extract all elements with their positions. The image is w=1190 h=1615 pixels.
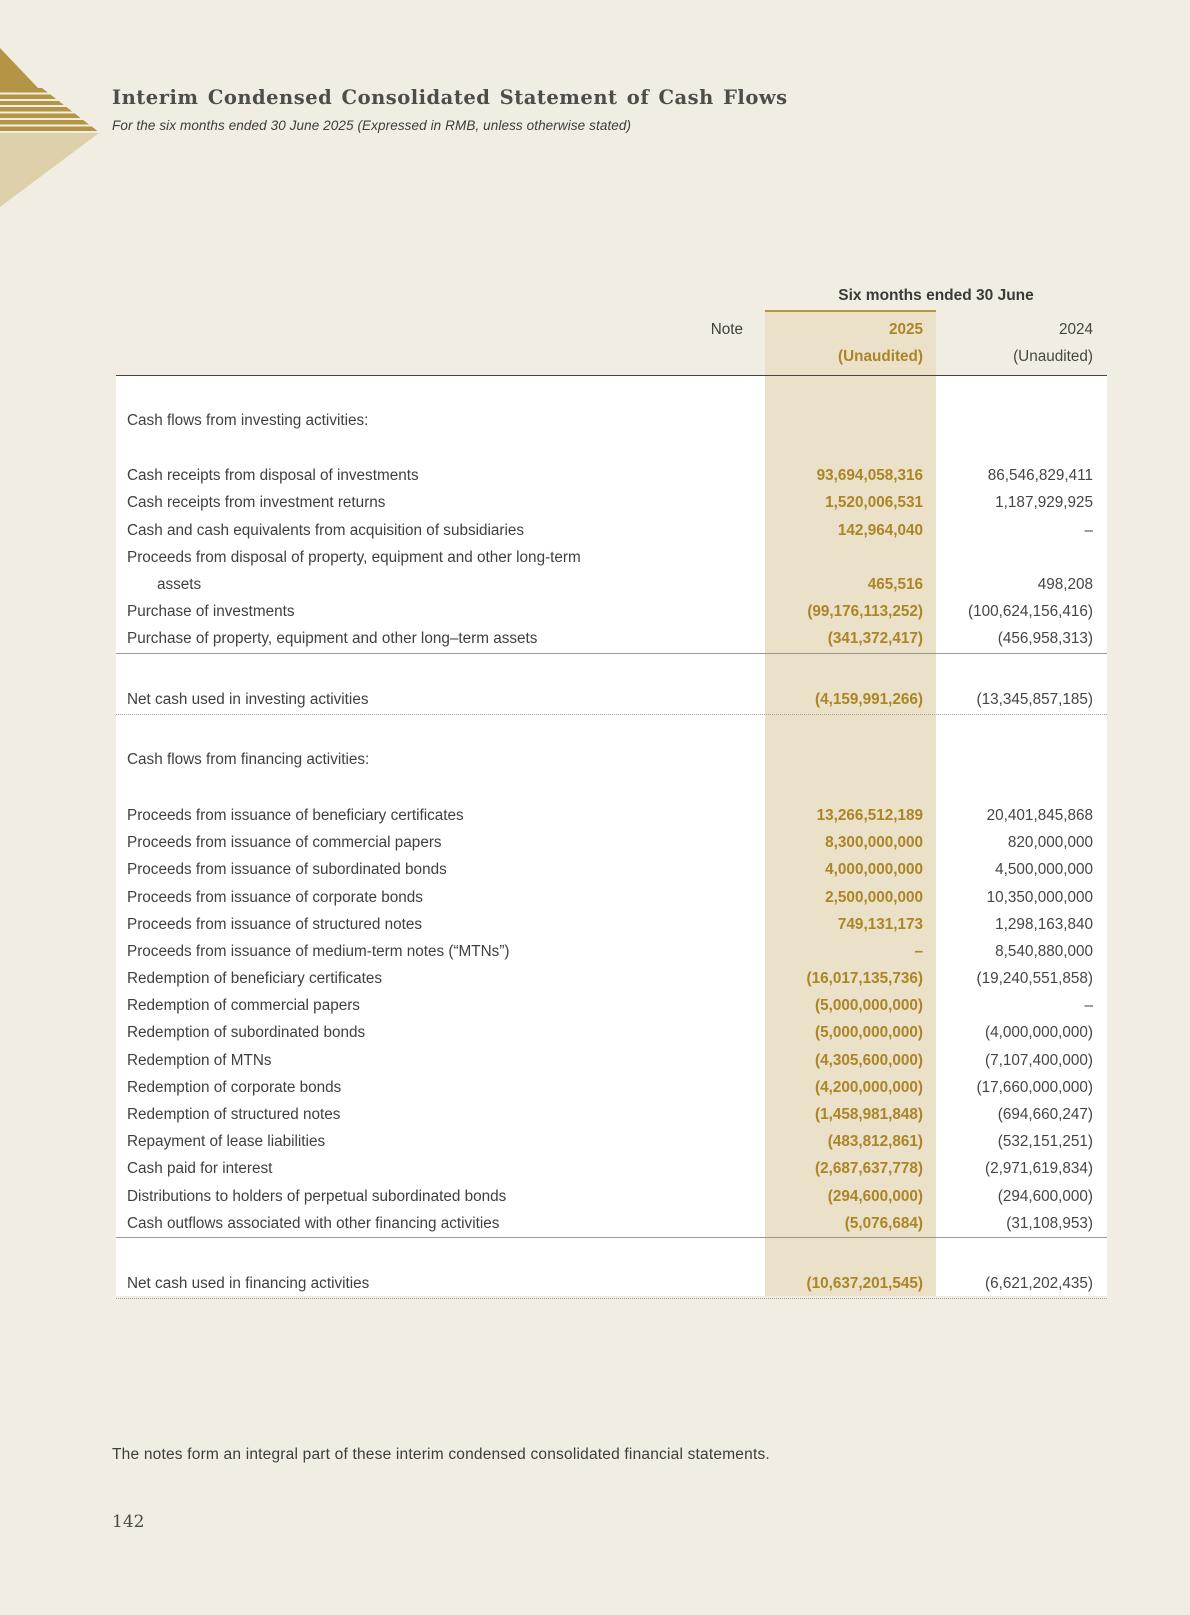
table-row xyxy=(116,544,1107,571)
table-body xyxy=(116,375,1107,1299)
row-value-2024: (532,151,251) xyxy=(997,1133,1093,1151)
row-value-2025: 93,694,058,316 xyxy=(816,467,923,485)
row-value-2024: (7,107,400,000) xyxy=(984,1051,1093,1069)
table-row xyxy=(116,884,1107,911)
row-value-2025: (341,372,417) xyxy=(827,630,923,648)
row-value-2025: 1,520,006,531 xyxy=(825,494,923,512)
table-row xyxy=(116,517,1107,544)
table-row xyxy=(116,571,1107,598)
column-subheader-2025-unaudited: (Unaudited) xyxy=(838,348,923,365)
row-value-2024: (4,000,000,000) xyxy=(984,1024,1093,1042)
row-label: Purchase of property, equipment and other long–term assets xyxy=(127,630,538,648)
row-label: Net cash used in financing activities xyxy=(127,1275,370,1293)
row-value-2025: (5,000,000,000) xyxy=(814,1024,923,1042)
row-label: Proceeds from issuance of commercial papers xyxy=(127,834,442,852)
row-value-2024: (2,971,619,834) xyxy=(984,1160,1093,1178)
table-row xyxy=(116,857,1107,884)
row-value-2025: (483,812,861) xyxy=(827,1133,923,1151)
table-row xyxy=(116,463,1107,490)
row-value-2025: (4,305,600,000) xyxy=(814,1051,923,1069)
row-label: Cash paid for interest xyxy=(127,1160,273,1178)
table-row xyxy=(116,1074,1107,1101)
row-value-2025: 142,964,040 xyxy=(837,521,923,539)
table-row xyxy=(116,993,1107,1020)
row-label: Redemption of structured notes xyxy=(127,1106,341,1124)
row-value-2024: (31,108,953) xyxy=(1006,1214,1093,1232)
row-value-2024: 1,187,929,925 xyxy=(995,494,1093,512)
row-value-2024: 820,000,000 xyxy=(1007,834,1093,852)
row-value-2024: (6,621,202,435) xyxy=(984,1275,1093,1293)
row-label: Proceeds from issuance of medium-term notes (“MTNs”) xyxy=(127,942,510,960)
row-value-2024: 4,500,000,000 xyxy=(995,861,1093,879)
column-header-2025: 2025 xyxy=(888,321,923,338)
page-title: Interim Condensed Consolidated Statement of Cash Flows xyxy=(112,86,788,109)
row-label: Net cash used in investing activities xyxy=(127,691,369,709)
table-row xyxy=(116,1183,1107,1210)
row-value-2025: (294,600,000) xyxy=(827,1187,923,1205)
page-number: 142 xyxy=(112,1512,145,1532)
row-label: Cash receipts from investment returns xyxy=(127,494,386,512)
column-header-2024: 2024 xyxy=(1058,321,1093,338)
row-value-2024: (694,660,247) xyxy=(997,1106,1093,1124)
corner-decoration xyxy=(0,0,110,215)
footnote: The notes form an integral part of these interim condensed consolidated financial statements. xyxy=(112,1446,770,1463)
row-value-2024: – xyxy=(1084,997,1093,1015)
corner-triangle-light-icon xyxy=(0,133,99,207)
row-value-2024: 498,208 xyxy=(1037,576,1093,594)
table-row xyxy=(116,1156,1107,1183)
corner-triangle-stripes-icon xyxy=(0,88,100,133)
row-value-2025: (99,176,113,252) xyxy=(807,603,923,621)
row-label: Proceeds from issuance of beneficiary certificates xyxy=(127,806,464,824)
table-group-header: Six months ended 30 June xyxy=(838,287,1034,304)
table-row xyxy=(116,1210,1107,1237)
row-value-2025: (1,458,981,848) xyxy=(814,1106,923,1124)
row-value-2025: 4,000,000,000 xyxy=(825,861,923,879)
row-label: Purchase of investments xyxy=(127,603,295,621)
row-label: Proceeds from disposal of property, equipment and other long-term xyxy=(127,548,581,566)
row-value-2024: 1,298,163,840 xyxy=(995,915,1093,933)
row-value-2024: (100,624,156,416) xyxy=(967,603,1093,621)
row-label: Redemption of subordinated bonds xyxy=(127,1024,366,1042)
row-value-2025: 2,500,000,000 xyxy=(825,888,923,906)
table-row xyxy=(116,599,1107,626)
row-value-2025: – xyxy=(914,942,923,960)
row-value-2024: (19,240,551,858) xyxy=(976,970,1093,988)
row-value-2025: (16,017,135,736) xyxy=(806,970,923,988)
table-header-row xyxy=(116,319,1107,341)
row-value-2025: (2,687,637,778) xyxy=(814,1160,923,1178)
table-row xyxy=(116,802,1107,829)
row-value-2024: (17,660,000,000) xyxy=(976,1078,1093,1096)
group-header-underline xyxy=(765,310,936,312)
page-subtitle: For the six months ended 30 June 2025 (Expressed in RMB, unless otherwise stated) xyxy=(112,118,632,133)
row-label: Distributions to holders of perpetual subordinated bonds xyxy=(127,1187,507,1205)
table-row xyxy=(116,747,1107,774)
row-value-2025: (10,637,201,545) xyxy=(806,1275,923,1293)
row-label: Cash flows from investing activities: xyxy=(127,411,369,429)
table-row xyxy=(116,911,1107,938)
row-value-2024: 20,401,845,868 xyxy=(986,806,1093,824)
section-divider-rule xyxy=(116,1237,1107,1238)
row-label: Redemption of corporate bonds xyxy=(127,1078,342,1096)
table-row xyxy=(116,1047,1107,1074)
row-label: Redemption of MTNs xyxy=(127,1051,272,1069)
table-row xyxy=(116,1020,1107,1047)
row-value-2024: (13,345,857,185) xyxy=(976,691,1093,709)
table-row xyxy=(116,626,1107,653)
table-row xyxy=(116,407,1107,434)
row-value-2025: (5,000,000,000) xyxy=(814,997,923,1015)
row-label: Cash outflows associated with other financing activities xyxy=(127,1214,500,1232)
page-header xyxy=(112,86,1072,133)
row-value-2024: – xyxy=(1084,521,1093,539)
header-spacer xyxy=(116,319,707,341)
row-label: Cash flows from financing activities: xyxy=(127,751,370,769)
table-row xyxy=(116,1271,1107,1299)
row-label: Cash receipts from disposal of investments xyxy=(127,467,419,485)
row-value-2024: 10,350,000,000 xyxy=(986,888,1093,906)
row-label: Proceeds from issuance of corporate bonds xyxy=(127,888,423,906)
table-row xyxy=(116,966,1107,993)
table-row xyxy=(116,830,1107,857)
row-value-2025: 13,266,512,189 xyxy=(816,806,923,824)
row-value-2024: 8,540,880,000 xyxy=(995,942,1093,960)
table-row xyxy=(116,490,1107,517)
row-value-2024: (294,600,000) xyxy=(997,1187,1093,1205)
table-row xyxy=(116,1101,1107,1128)
row-value-2025: 749,131,173 xyxy=(837,915,923,933)
header-spacer xyxy=(116,346,707,368)
row-label: Proceeds from issuance of structured notes xyxy=(127,915,423,933)
table-row xyxy=(116,938,1107,965)
table-subheader-row xyxy=(116,346,1107,368)
row-value-2025: 465,516 xyxy=(867,576,923,594)
table-row xyxy=(116,1129,1107,1156)
row-label: Redemption of commercial papers xyxy=(127,997,360,1015)
row-value-2024: 86,546,829,411 xyxy=(987,467,1093,485)
row-label: assets xyxy=(157,576,202,594)
header-spacer xyxy=(707,346,765,368)
column-header-note: Note xyxy=(710,321,743,338)
row-value-2025: (5,076,684) xyxy=(844,1214,923,1232)
column-subheader-2024-unaudited: (Unaudited) xyxy=(1013,348,1093,365)
row-value-2024: (456,958,313) xyxy=(997,630,1093,648)
row-label: Cash and cash equivalents from acquisition of subsidiaries xyxy=(127,521,525,539)
section-divider-rule xyxy=(116,653,1107,654)
row-value-2025: (4,159,991,266) xyxy=(814,691,923,709)
row-label: Redemption of beneficiary certificates xyxy=(127,970,383,988)
row-label: Repayment of lease liabilities xyxy=(127,1133,326,1151)
table-row xyxy=(116,687,1107,715)
row-label: Proceeds from issuance of subordinated bonds xyxy=(127,861,447,879)
row-value-2025: (4,200,000,000) xyxy=(814,1078,923,1096)
row-value-2025: 8,300,000,000 xyxy=(825,834,923,852)
